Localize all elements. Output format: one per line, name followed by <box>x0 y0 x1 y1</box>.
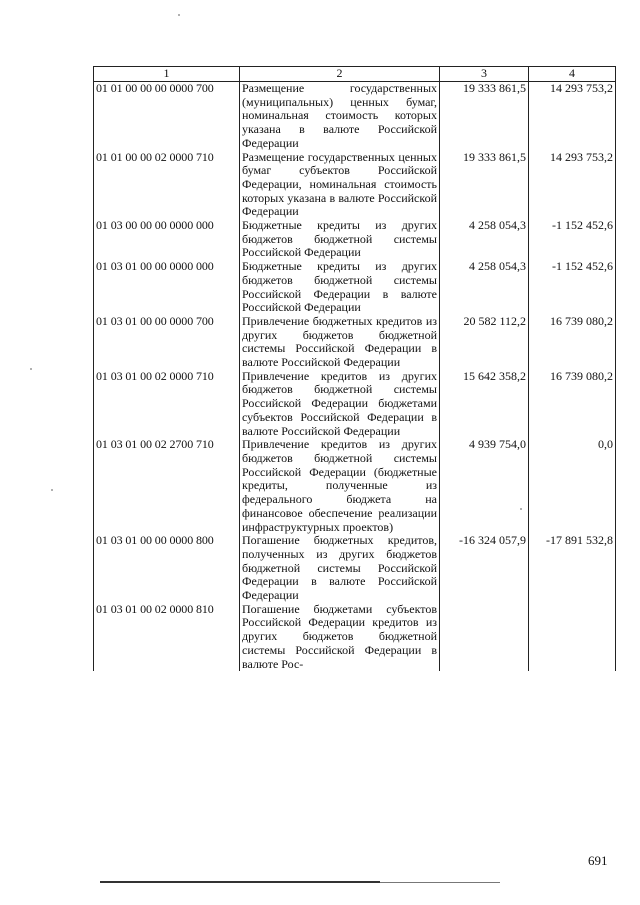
row-name: Привлечение бюджетных кредитов из других бюджетов бюджетной системы Российской Федерации в валюте Российской Федерации <box>240 315 440 370</box>
budget-table <box>93 66 616 671</box>
row-value-col4: 14 293 753,2 <box>529 151 616 220</box>
row-value-col3: 19 333 861,5 <box>440 82 529 151</box>
table-row <box>94 82 616 151</box>
header-col-3: 3 <box>440 67 529 82</box>
row-name: Бюджетные кредиты из других бюджетов бюджетной системы Российской Федерации в валюте Российской Федерации <box>240 260 440 315</box>
header-col-1: 1 <box>94 67 240 82</box>
row-name: Привлечение кредитов из других бюджетов бюджетной системы Российской Федерации бюджетами субъектов Российской Федерации в валюте Российской Федерации <box>240 370 440 439</box>
row-value-col4: 16 739 080,2 <box>529 315 616 370</box>
row-code: 01 01 00 00 02 0000 710 <box>94 151 240 220</box>
row-value-col4 <box>529 603 616 672</box>
row-value-col3: 4 258 054,3 <box>440 260 529 315</box>
row-name: Размещение государственных ценных бумаг субъектов Российской Федерации, номинальная стоимость которых указана в валюте Российской Федерации <box>240 151 440 220</box>
row-value-col3: 19 333 861,5 <box>440 151 529 220</box>
row-name: Размещение государственных (муниципальных) ценных бумаг, номинальная стоимость которых указана в валюте Российской Федерации <box>240 82 440 151</box>
row-value-col3: 4 258 054,3 <box>440 219 529 260</box>
table-row <box>94 315 616 370</box>
table-row <box>94 151 616 220</box>
row-code: 01 03 00 00 00 0000 000 <box>94 219 240 260</box>
row-value-col4: 14 293 753,2 <box>529 82 616 151</box>
table-row <box>94 534 616 603</box>
row-name: Бюджетные кредиты из других бюджетов бюджетной системы Российской Федерации <box>240 219 440 260</box>
scan-speck <box>178 14 180 16</box>
row-value-col4: 16 739 080,2 <box>529 370 616 439</box>
row-code: 01 03 01 00 02 0000 810 <box>94 603 240 672</box>
row-value-col4: -1 152 452,6 <box>529 219 616 260</box>
header-col-4: 4 <box>529 67 616 82</box>
row-name: Погашение бюджетами субъектов Российской Федерации кредитов из других бюджетов бюджетной системы Российской Федерации в валюте Рос- <box>240 603 440 672</box>
row-value-col3: -16 324 057,9 <box>440 534 529 603</box>
row-code: 01 03 01 00 00 0000 700 <box>94 315 240 370</box>
scan-speck <box>51 489 53 491</box>
row-name: Привлечение кредитов из других бюджетов бюджетной системы Российской Федерации (бюджетные кредиты, полученные из федерального бюджета на финансовое обеспечение реализации инфраструктурных проектов) <box>240 438 440 534</box>
table-row <box>94 438 616 534</box>
footer-divider-thin <box>380 882 500 883</box>
row-value-col3: 4 939 754,0 <box>440 438 529 534</box>
page-number: 691 <box>588 853 608 868</box>
row-code: 01 01 00 00 00 0000 700 <box>94 82 240 151</box>
table-header-row <box>94 67 616 82</box>
table-row <box>94 219 616 260</box>
row-value-col4: 0,0 <box>529 438 616 534</box>
row-value-col3: 15 642 358,2 <box>440 370 529 439</box>
table-row <box>94 370 616 439</box>
table-row <box>94 603 616 672</box>
row-name: Погашение бюджетных кредитов, полученных из других бюджетов бюджетной системы Российской Федерации в валюте Российской Федерации <box>240 534 440 603</box>
row-value-col3 <box>440 603 529 672</box>
row-code: 01 03 01 00 02 2700 710 <box>94 438 240 534</box>
scan-speck <box>520 508 522 510</box>
row-value-col4: -1 152 452,6 <box>529 260 616 315</box>
row-value-col4: -17 891 532,8 <box>529 534 616 603</box>
table-row <box>94 260 616 315</box>
header-col-2: 2 <box>240 67 440 82</box>
row-value-col3: 20 582 112,2 <box>440 315 529 370</box>
footer-divider <box>100 881 380 883</box>
row-code: 01 03 01 00 02 0000 710 <box>94 370 240 439</box>
row-code: 01 03 01 00 00 0000 800 <box>94 534 240 603</box>
scan-speck <box>30 368 32 370</box>
row-code: 01 03 01 00 00 0000 000 <box>94 260 240 315</box>
